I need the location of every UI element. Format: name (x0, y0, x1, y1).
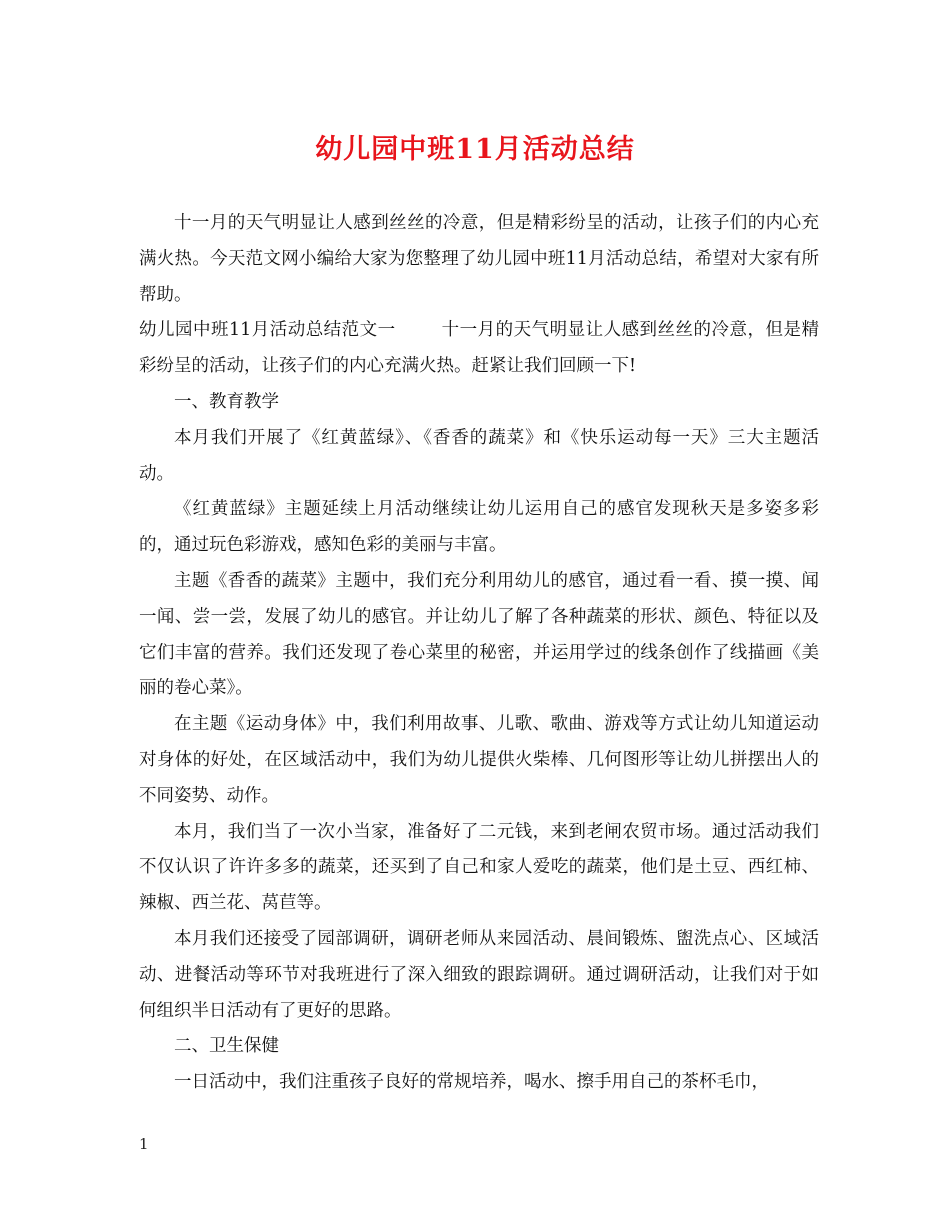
document-title: 幼儿园中班11月活动总结 (315, 134, 635, 165)
page-number: 1 (139, 1135, 149, 1153)
paragraph-vegetables: 主题《香香的蔬菜》主题中，我们充分利用幼儿的感官，通过看一看、摸一摸、闻一闻、尝一尝，发展了幼儿的感官。并让幼儿了解了各种蔬菜的形状、颜色、特征以及它们丰富的营养。我们还发现了卷心菜里的秘密，并运用学过的线条创作了线描画《美丽的卷心菜》。 (139, 570, 819, 699)
paragraph-themes: 本月我们开展了《红黄蓝绿》、《香香的蔬菜》和《快乐运动每一天》三大主题活动。 (139, 427, 819, 484)
intro-paragraph: 十一月的天气明显让人感到丝丝的冷意，但是精彩纷呈的活动，让孩子们的内心充满火热。今天范文网小编给大家为您整理了幼儿园中班11月活动总结，希望对大家有所帮助。 (139, 213, 819, 305)
paragraph-routine: 一日活动中，我们注重孩子良好的常规培养，喝水、擦手用自己的茶杯毛巾， (174, 1072, 769, 1093)
section-heading-education: 一、教育教学 (174, 391, 279, 412)
sample-paragraph (139, 313, 819, 385)
paragraph-exercise: 在主题《运动身体》中，我们利用故事、儿歌、歌曲、游戏等方式让幼儿知道运动对身体的好处，在区域活动中，我们为幼儿提供火柴棒、几何图形等让幼儿拼摆出人的不同姿势、动作。 (139, 714, 819, 806)
sample-heading: 幼儿园中班11月活动总结范文一 (139, 320, 396, 341)
sample-lead: 十一月的天气明显让人感到丝丝的冷意，但是精彩纷呈的活动，让孩子们的内心充满火热。赶紧让我们回顾一下! (139, 320, 819, 377)
paragraph-market: 本月，我们当了一次小当家，准备好了二元钱，来到老闸农贸市场。通过活动我们不仅认识了许许多多的蔬菜，还买到了自己和家人爱吃的蔬菜，他们是土豆、西红柿、辣椒、西兰花、莴苣等。 (139, 821, 819, 914)
paragraph-colors: 《红黄蓝绿》主题延续上月活动继续让幼儿运用自己的感官发现秋天是多姿多彩的，通过玩色彩游戏，感知色彩的美丽与丰富。 (139, 499, 819, 556)
section-heading-health: 二、卫生保健 (174, 1036, 279, 1057)
paragraph-survey: 本月我们还接受了园部调研，调研老师从来园活动、晨间锻炼、盥洗点心、区域活动、进餐活动等环节对我班进行了深入细致的跟踪调研。通过调研活动，让我们对于如何组织半日活动有了更好的思路。 (139, 928, 819, 1021)
document-body (139, 206, 819, 1101)
